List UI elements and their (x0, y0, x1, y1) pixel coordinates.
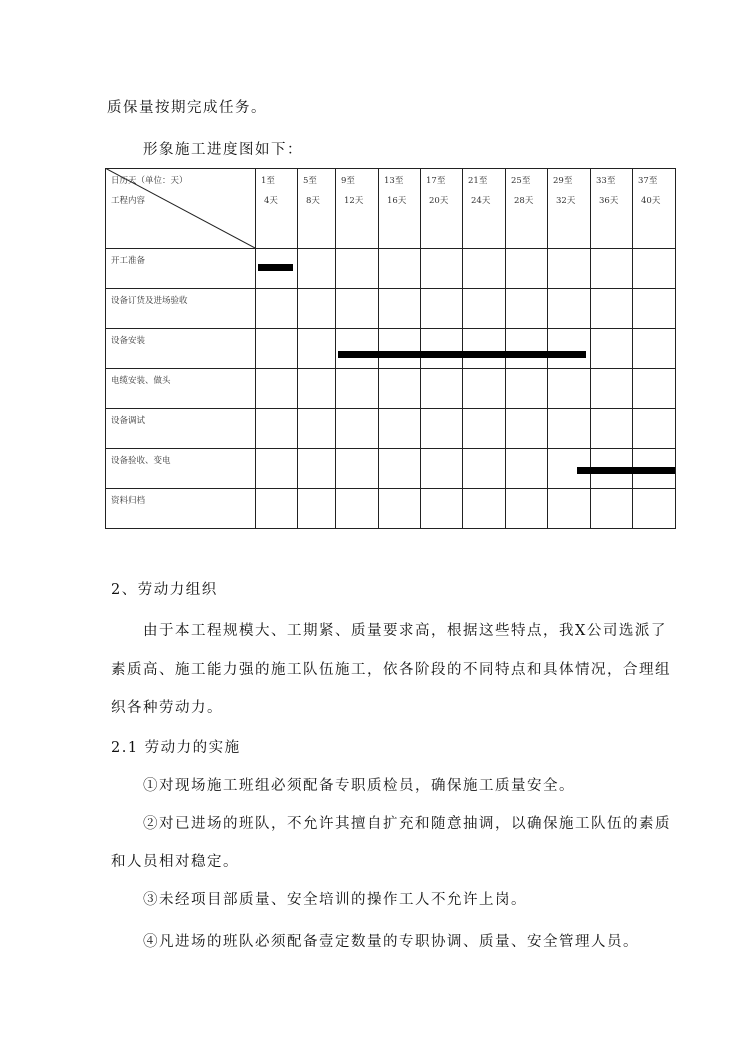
paragraph-line: 织各种劳动力。 (111, 700, 223, 716)
intro-line: 质保量按期完成任务。 (107, 100, 267, 116)
column-header-from: 13至 (384, 176, 404, 186)
column-header-to: 28天 (514, 196, 534, 206)
list-item: ②对已进场的班队，不允许其擅自扩充和随意抽调，以确保施工队伍的素质 (143, 816, 671, 832)
table-hline (105, 328, 676, 329)
paragraph-line: 素质高、施工能力强的施工队伍施工，依各阶段的不同特点和具体情况，合理组 (111, 662, 671, 678)
table-vline (462, 168, 463, 528)
table-vline (505, 168, 506, 528)
table-vline (420, 168, 421, 528)
column-header-to: 12天 (344, 196, 364, 206)
row-label: 开工准备 (111, 256, 146, 266)
table-vline (378, 168, 379, 528)
table-hline (105, 248, 676, 249)
column-header-from: 37至 (638, 176, 658, 186)
row-label: 设备验收、变电 (111, 456, 171, 466)
table-vline (590, 168, 591, 528)
list-item: ①对现场施工班组必须配备专职质检员，确保施工质量安全。 (143, 778, 575, 794)
list-item: 和人员相对稳定。 (111, 854, 239, 870)
column-header-to: 40天 (641, 196, 661, 206)
column-header-to: 16天 (387, 196, 407, 206)
column-header-to: 20天 (429, 196, 449, 206)
table-hline (105, 408, 676, 409)
column-header-from: 9至 (341, 176, 355, 186)
column-header-from: 29至 (553, 176, 573, 186)
paragraph-line: 由于本工程规模大、工期紧、质量要求高，根据这些特点，我X公司选派了 (143, 623, 667, 639)
table-hline (105, 488, 676, 489)
gantt-bar (577, 467, 675, 474)
row-label: 电缆安装、做头 (111, 376, 171, 386)
corner-bottom-label: 工程内容 (111, 196, 146, 206)
column-header-from: 1至 (261, 176, 275, 186)
list-item: ④凡进场的班队必须配备壹定数量的专职协调、质量、安全管理人员。 (143, 934, 639, 950)
table-vline (335, 168, 336, 528)
table-hline (105, 288, 676, 289)
table-hline (105, 448, 676, 449)
table-vline (547, 168, 548, 528)
gantt-bar (338, 351, 586, 358)
table-hline (105, 368, 676, 369)
column-header-from: 25至 (511, 176, 531, 186)
table-vline (297, 168, 298, 528)
list-item: ③未经项目部质量、安全培训的操作工人不允许上岗。 (143, 892, 527, 908)
row-label: 设备调试 (111, 416, 146, 426)
column-header-to: 24天 (471, 196, 491, 206)
row-label: 设备安装 (111, 336, 146, 346)
subsection-title: 2.1 劳动力的实施 (111, 740, 241, 756)
column-header-from: 21至 (468, 176, 488, 186)
row-label: 资料归档 (111, 496, 146, 506)
column-header-from: 33至 (596, 176, 616, 186)
column-header-to: 8天 (306, 196, 320, 206)
schedule-table (105, 168, 675, 528)
chart-caption: 形象施工进度图如下： (143, 142, 303, 158)
table-vline (675, 168, 676, 528)
row-label: 设备订货及进场验收 (111, 296, 188, 306)
table-vline (255, 168, 256, 528)
column-header-from: 5至 (303, 176, 317, 186)
table-vline (632, 168, 633, 528)
gantt-bar (258, 264, 293, 271)
corner-top-label: 日历天（单位：天） (111, 176, 188, 186)
column-header-from: 17至 (426, 176, 446, 186)
column-header-to: 32天 (556, 196, 576, 206)
column-header-to: 36天 (599, 196, 619, 206)
section-title: 2、劳动力组织 (111, 582, 218, 598)
column-header-to: 4天 (264, 196, 278, 206)
table-hline (105, 528, 676, 529)
